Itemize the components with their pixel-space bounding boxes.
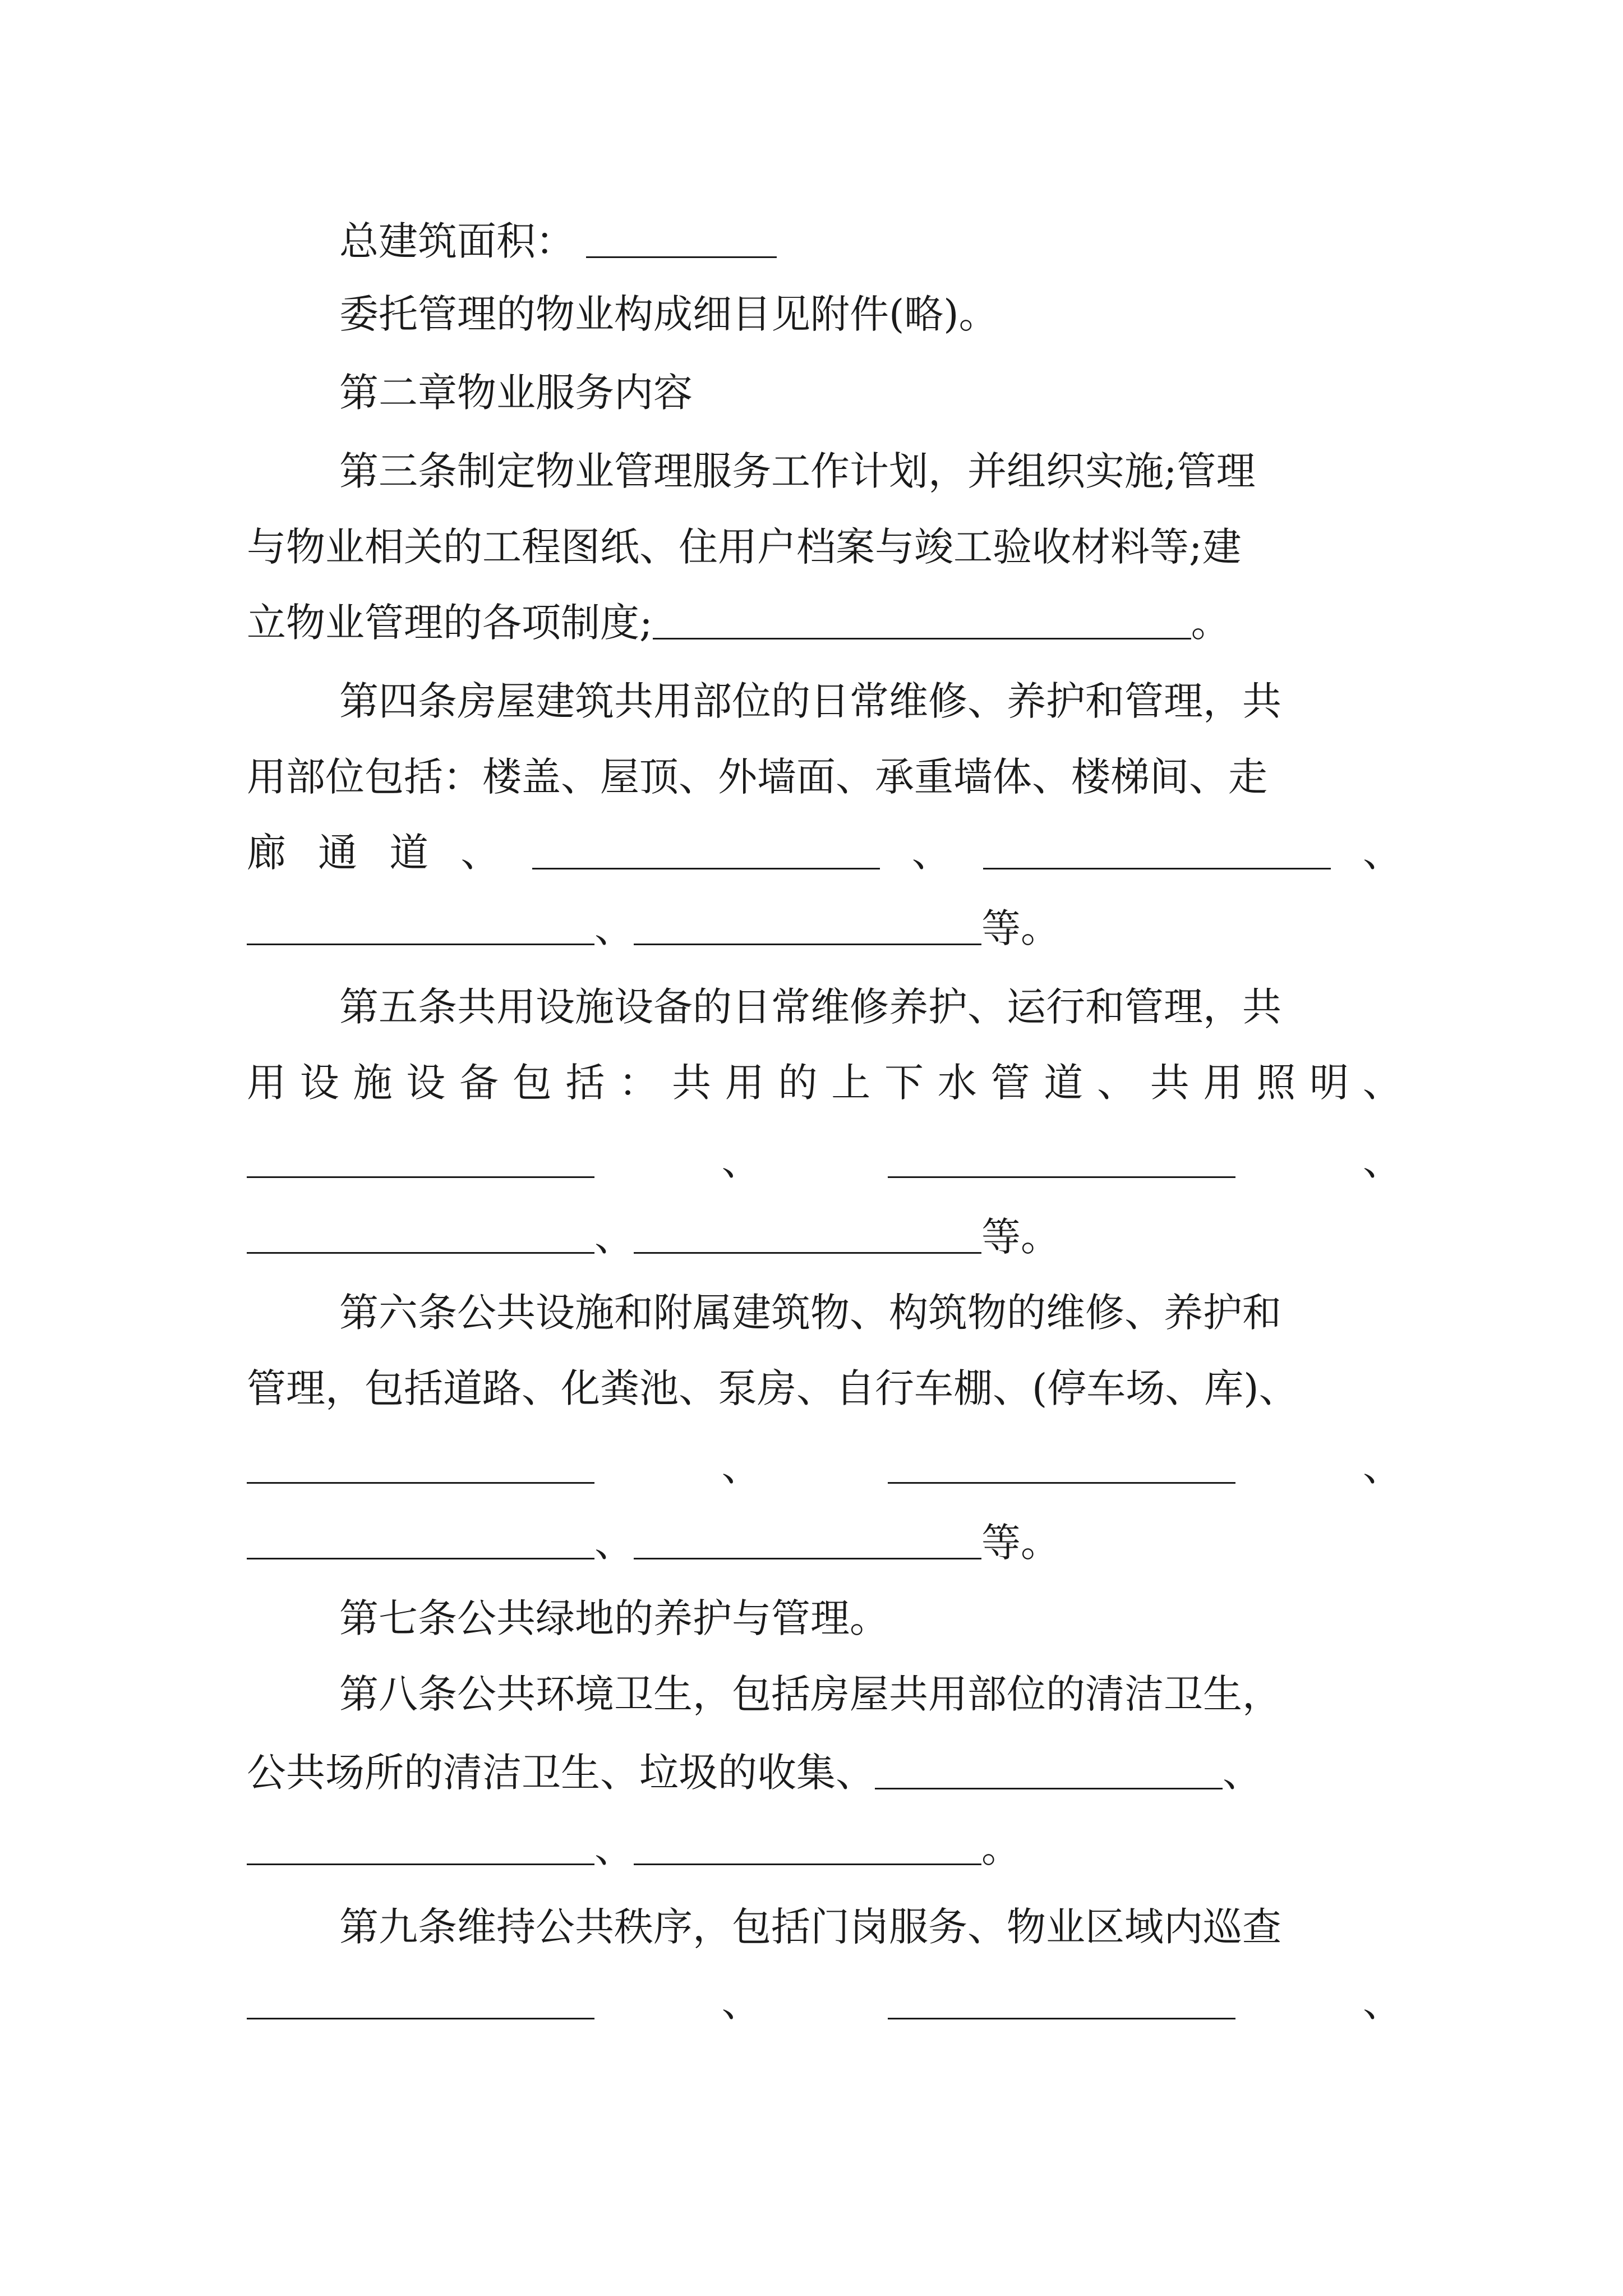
article-7-line-1 <box>339 1588 1495 1649</box>
separator: 、 <box>721 1138 761 1184</box>
line-char: ： <box>619 1060 658 1106</box>
total-area-blank[interactable] <box>586 225 777 258</box>
line-text: 第五条共用设施设备的日常维修养护、运行和管理，共 <box>339 984 1281 1030</box>
article-4-line-4 <box>247 898 1402 959</box>
separator: 、 <box>594 1214 634 1260</box>
line-end-punct: 、 <box>1362 1138 1402 1184</box>
line-end-punct: 等。 <box>981 905 1060 951</box>
total-area-line <box>339 210 1495 272</box>
article-6-line-3 <box>247 1436 1402 1498</box>
separator: 、 <box>721 1444 761 1490</box>
article-6-line-1 <box>339 1282 1495 1343</box>
line-char: 包 <box>512 1060 552 1106</box>
line-char: 、 <box>1097 1060 1136 1106</box>
fill-in-blank[interactable] <box>888 1451 1235 1484</box>
chapter-heading <box>339 362 1495 424</box>
paragraph-line <box>339 283 1495 345</box>
line-char: 用 <box>247 1060 286 1106</box>
article-9-line-2 <box>247 1972 1402 2033</box>
line-text: 管理，包括道路、化粪池、泵房、自行车棚、(停车场、库)、 <box>247 1365 1298 1411</box>
fill-in-blank[interactable] <box>247 1221 594 1254</box>
separator: 、 <box>594 905 634 951</box>
fill-in-blank[interactable] <box>634 1526 981 1559</box>
fill-in-blank[interactable] <box>634 1832 981 1865</box>
fill-in-blank[interactable] <box>983 836 1331 869</box>
line-char: 照 <box>1256 1060 1296 1106</box>
line-text: 与物业相关的工程图纸、住用户档案与竣工验收材料等;建 <box>247 524 1242 570</box>
line-text: 立物业管理的各项制度; <box>247 600 653 646</box>
line-char: 施 <box>353 1060 393 1106</box>
fill-in-blank[interactable] <box>653 606 1191 639</box>
line-end-punct: 。 <box>981 1825 1021 1871</box>
line-end-punct: 。 <box>1191 600 1230 646</box>
separator: 、 <box>594 1825 634 1871</box>
line-char: 上 <box>831 1060 871 1106</box>
article-4-line-3 <box>247 822 1402 884</box>
line-end-punct: 、 <box>1362 1980 1402 2026</box>
line-text: 第八条公共环境卫生，包括房屋共用部位的清洁卫生， <box>339 1671 1281 1717</box>
line-char: 设 <box>406 1060 446 1106</box>
fill-in-blank[interactable] <box>247 1986 594 2019</box>
line-end-punct: 、 <box>1362 830 1402 876</box>
article-9-line-1 <box>339 1896 1495 1958</box>
article-6-line-4 <box>247 1512 1402 1573</box>
total-area-label: 总建筑面积： <box>339 218 575 264</box>
line-text: 第三条制定物业管理服务工作计划，并组织实施;管理 <box>339 448 1256 494</box>
separator: 、 <box>721 1980 761 2026</box>
line-char: 备 <box>459 1060 499 1106</box>
article-5-line-4 <box>247 1206 1402 1268</box>
line-char: 明 <box>1310 1060 1349 1106</box>
line-end-punct: 、 <box>1223 1750 1262 1796</box>
line-text: 第六条公共设施和附属建筑物、构筑物的维修、养护和 <box>339 1290 1281 1336</box>
line-end-punct: 等。 <box>981 1214 1060 1260</box>
line-char: 的 <box>778 1060 818 1106</box>
line-end-punct: 等。 <box>981 1520 1060 1566</box>
line-text: 公共场所的清洁卫生、垃圾的收集、 <box>247 1750 875 1796</box>
line-char: 用 <box>725 1060 764 1106</box>
fill-in-blank[interactable] <box>634 912 981 945</box>
line-text: 用部位包括：楼盖、屋顶、外墙面、承重墙体、楼梯间、走 <box>247 754 1267 800</box>
fill-in-blank[interactable] <box>532 836 880 869</box>
article-8-line-3 <box>247 1818 1402 1879</box>
line-char: 通 <box>318 830 358 876</box>
line-char: 廊 <box>247 830 286 876</box>
line-text: 第九条维持公共秩序，包括门岗服务、物业区域内巡查 <box>339 1904 1281 1950</box>
article-4-line-2 <box>247 746 1402 808</box>
fill-in-blank[interactable] <box>247 1832 594 1865</box>
line-char: 设 <box>299 1060 339 1106</box>
line-char: 共 <box>672 1060 711 1106</box>
fill-in-blank[interactable] <box>634 1221 981 1254</box>
separator: 、 <box>594 1520 634 1566</box>
article-5-line-1 <box>339 976 1495 1038</box>
article-3-line-1 <box>339 440 1495 502</box>
fill-in-blank[interactable] <box>247 1145 594 1178</box>
article-8-line-1 <box>339 1663 1495 1725</box>
article-5-line-2 <box>247 1052 1402 1114</box>
line-end-punct: 、 <box>1362 1444 1402 1490</box>
line-char: 、 <box>460 830 500 876</box>
fill-in-blank[interactable] <box>888 1986 1235 2019</box>
line-char: 括 <box>565 1060 605 1106</box>
article-6-line-2 <box>247 1358 1402 1419</box>
line-text: 第七条公共绿地的养护与管理。 <box>339 1595 889 1641</box>
article-4-line-1 <box>339 670 1495 732</box>
line-char: 水 <box>937 1060 977 1106</box>
fill-in-blank[interactable] <box>888 1145 1235 1178</box>
fill-in-blank[interactable] <box>247 912 594 945</box>
line-char: 下 <box>884 1060 924 1106</box>
fill-in-blank[interactable] <box>247 1451 594 1484</box>
line-char: 、 <box>1362 1060 1402 1106</box>
article-3-line-2 <box>247 516 1402 578</box>
article-3-line-3 <box>247 592 1402 654</box>
article-5-line-3 <box>247 1130 1402 1192</box>
fill-in-blank[interactable] <box>875 1756 1223 1789</box>
fill-in-blank[interactable] <box>247 1526 594 1559</box>
line-char: 道 <box>1044 1060 1083 1106</box>
line-text: 委托管理的物业构成细目见附件(略)。 <box>339 291 998 337</box>
line-char: 共 <box>1150 1060 1189 1106</box>
article-8-line-2 <box>247 1742 1402 1803</box>
line-text: 第四条房屋建筑共用部位的日常维修、养护和管理，共 <box>339 678 1281 724</box>
line-char: 管 <box>990 1060 1030 1106</box>
line-char: 道 <box>389 830 429 876</box>
chapter-title: 第二章物业服务内容 <box>339 370 693 416</box>
line-char: 用 <box>1203 1060 1243 1106</box>
separator: 、 <box>911 830 951 876</box>
